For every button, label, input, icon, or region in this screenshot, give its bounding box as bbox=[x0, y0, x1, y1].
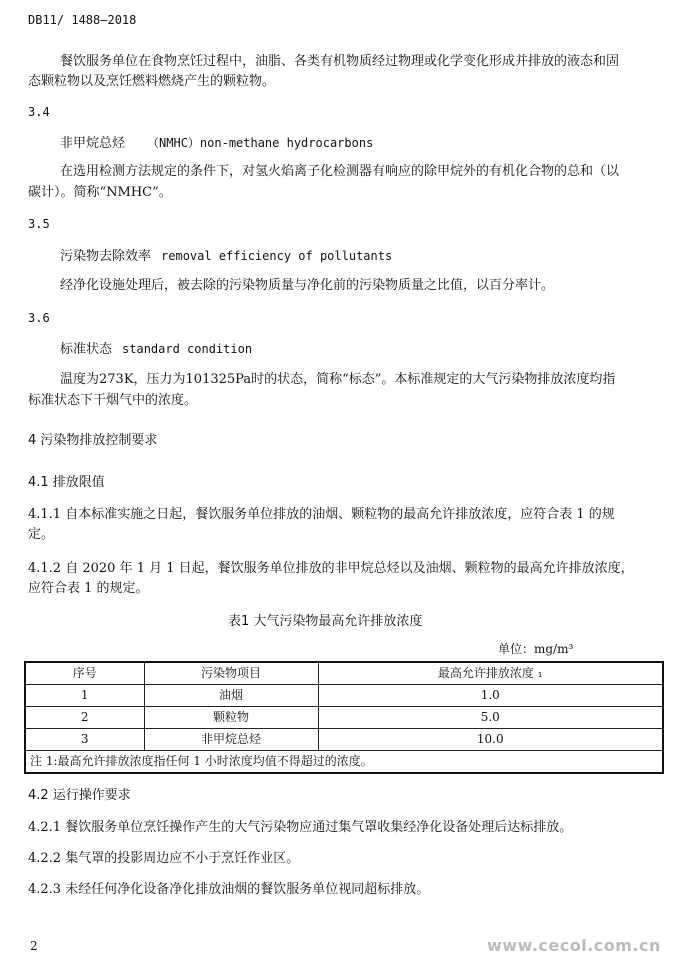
clause-line: 应符合表 1 的规定。 bbox=[28, 581, 149, 596]
cell-limit: 10.0 bbox=[318, 729, 663, 751]
cell-pollutant: 非甲烷总烃 bbox=[144, 729, 318, 751]
definition-line: 在选用检测方法规定的条件下，对氢火焰离子化检测器有响应的除甲烷外的有机化合物的总和（以 bbox=[60, 164, 620, 179]
section-heading: 4.1 排放限值 bbox=[28, 475, 105, 490]
section-number: 3.6 bbox=[28, 311, 50, 325]
clause-line: 4.2.2 集气罩的投影周边应不小于烹饪作业区。 bbox=[28, 851, 300, 866]
table-unit: 单位：mg/m³ bbox=[498, 642, 574, 656]
term-en: （NMHC）non-methane hydrocarbons bbox=[147, 136, 374, 150]
standard-code: DB11/ 1488—2018 bbox=[28, 13, 137, 27]
section-heading: 4.2 运行操作要求 bbox=[28, 788, 131, 803]
term bbox=[60, 134, 373, 153]
clause-line: 定。 bbox=[28, 527, 55, 542]
cell-limit: 1.0 bbox=[318, 685, 663, 707]
emission-limits-table bbox=[24, 661, 664, 774]
term-zh: 非甲烷总烃 bbox=[60, 136, 126, 151]
term-en: removal efficiency of pollutants bbox=[161, 249, 393, 263]
header-cell: 污染物项目 bbox=[144, 662, 318, 685]
cell-number: 1 bbox=[25, 685, 144, 707]
definition-line: 温度为273K，压力为101325Pa时的状态，简称“标态”。本标准规定的大气污染物排放浓度均指 bbox=[60, 372, 616, 387]
clause-line: 4.1.2 自 2020 年 1 月 1 日起，餐饮服务单位排放的非甲烷总烃以及油烟、颗粒物的最高允许排放浓度， bbox=[28, 561, 634, 576]
table-note-row bbox=[25, 751, 663, 774]
definition-line: 标准状态下干烟气中的浓度。 bbox=[28, 393, 198, 408]
term-zh: 污染物去除效率 bbox=[60, 249, 152, 264]
table-row bbox=[25, 707, 663, 729]
term-en: standard condition bbox=[122, 342, 253, 356]
term bbox=[60, 247, 392, 266]
clause-line: 4.2.3 未经任何净化设备净化排放油烟的餐饮服务单位视同超标排放。 bbox=[28, 882, 430, 897]
cell-number: 3 bbox=[25, 729, 144, 751]
cell-pollutant: 油烟 bbox=[144, 685, 318, 707]
cell-limit: 5.0 bbox=[318, 707, 663, 729]
header-cell: 序号 bbox=[25, 662, 144, 685]
watermark: www.cecol.com.cn bbox=[487, 936, 661, 955]
table-row bbox=[25, 685, 663, 707]
table-header-row bbox=[25, 662, 663, 685]
clause-line: 4.2.1 餐饮服务单位烹饪操作产生的大气污染物应通过集气罩收集经净化设备处理后达标排放。 bbox=[28, 820, 573, 835]
table-note: 注 1:最高允许排放浓度指任何 1 小时浓度均值不得超过的浓度。 bbox=[25, 751, 663, 774]
clause-line: 4.1.1 自本标准实施之日起，餐饮服务单位排放的油烟、颗粒物的最高允许排放浓度，应符合表 1 的规 bbox=[28, 507, 615, 522]
table-caption: 表1 大气污染物最高允许排放浓度 bbox=[228, 614, 423, 629]
intro-line: 态颗粒物以及烹饪燃料燃烧产生的颗粒物。 bbox=[28, 74, 276, 89]
intro-line: 餐饮服务单位在食物烹饪过程中，油脂、各类有机物质经过物理或化学变化形成并排放的液态和固 bbox=[60, 54, 620, 69]
definition-line: 经净化设施处理后，被去除的污染物质量与净化前的污染物质量之比值，以百分率计。 bbox=[60, 278, 555, 293]
section-number: 3.4 bbox=[28, 105, 50, 119]
cell-pollutant: 颗粒物 bbox=[144, 707, 318, 729]
definition-line: 碳计）。简称“NMHC”。 bbox=[28, 185, 172, 200]
page-number: 2 bbox=[30, 939, 38, 953]
term-zh: 标准状态 bbox=[60, 342, 113, 357]
term bbox=[60, 340, 252, 359]
header-cell: 最高允许排放浓度 ₁ bbox=[318, 662, 663, 685]
cell-number: 2 bbox=[25, 707, 144, 729]
section-heading: 4 污染物排放控制要求 bbox=[28, 433, 158, 448]
section-number: 3.5 bbox=[28, 217, 50, 231]
table-row bbox=[25, 729, 663, 751]
